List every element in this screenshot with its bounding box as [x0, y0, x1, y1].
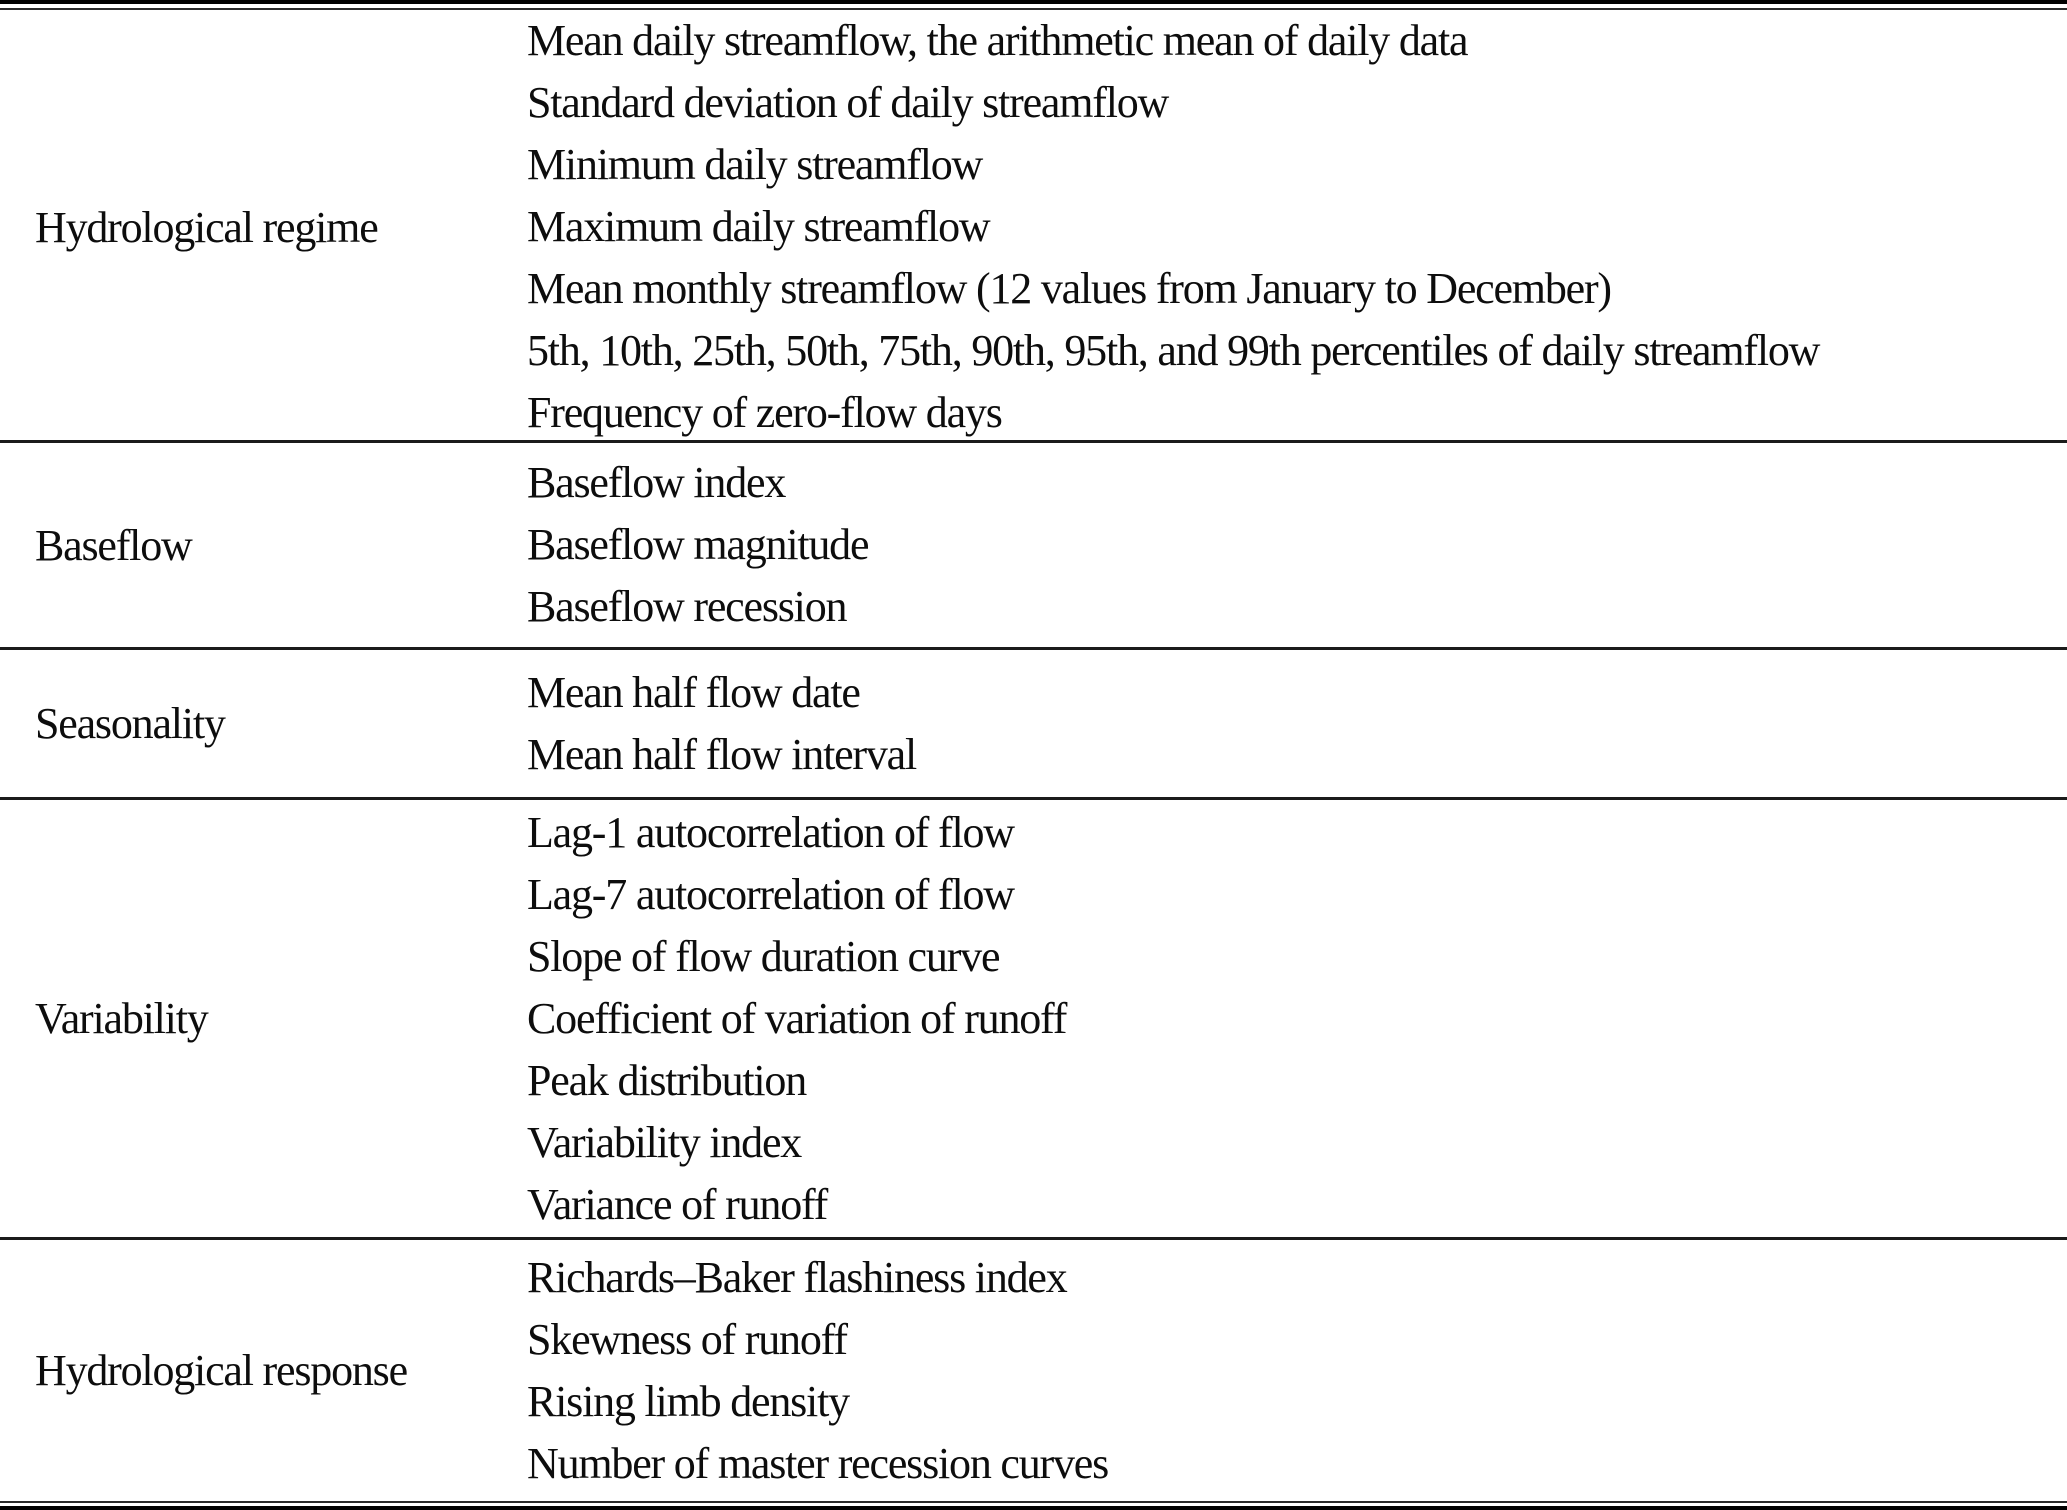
signature-item: Baseflow recession: [527, 582, 847, 631]
category-cell: [0, 650, 527, 797]
category-cell: [0, 10, 527, 444]
category-cell: [0, 443, 527, 647]
signature-item: 5th, 10th, 25th, 50th, 75th, 90th, 95th, and 99th percentiles of daily streamflow: [527, 326, 1820, 375]
table-section-row: [0, 800, 2067, 1240]
signature-item: Maximum daily streamflow: [527, 202, 990, 251]
category-label: Baseflow: [35, 520, 192, 570]
signature-item: Mean half flow date: [527, 667, 860, 717]
table-section-row: [0, 650, 2067, 800]
table-section-row: [0, 443, 2067, 650]
signature-item: Skewness of runoff: [527, 1314, 847, 1364]
signature-list: [527, 10, 2067, 444]
signature-item: Slope of flow duration curve: [527, 931, 1000, 981]
signature-item: Mean daily streamflow, the arithmetic mean of daily data: [527, 16, 1468, 65]
signature-item: Rising limb density: [527, 1376, 849, 1426]
signature-item: Baseflow magnitude: [527, 520, 869, 569]
signature-item: Number of master recession curves: [527, 1438, 1109, 1488]
signature-list: [527, 1240, 2067, 1501]
signature-item: Mean half flow interval: [527, 729, 917, 779]
signature-list: [527, 443, 2067, 647]
signature-list: [527, 800, 2067, 1237]
table-bottom-rule-thick: [0, 1506, 2067, 1510]
signature-item: Lag-7 autocorrelation of flow: [527, 869, 1014, 919]
signature-item: Minimum daily streamflow: [527, 140, 983, 189]
signature-item: Baseflow index: [527, 458, 786, 507]
category-cell: [0, 1240, 527, 1501]
category-label: Hydrological regime: [35, 202, 378, 252]
table-body: [0, 10, 2067, 1501]
signature-item: Frequency of zero-flow days: [527, 388, 1002, 437]
category-label: Seasonality: [35, 699, 225, 748]
signature-item: Variance of runoff: [527, 1179, 828, 1229]
signature-item: Richards–Baker flashiness index: [527, 1252, 1067, 1302]
category-cell: [0, 800, 527, 1237]
signature-item: Lag-1 autocorrelation of flow: [527, 807, 1014, 857]
signature-item: Standard deviation of daily streamflow: [527, 78, 1169, 127]
signature-list: [527, 650, 2067, 797]
signature-item: Variability index: [527, 1117, 802, 1167]
signature-item: Mean monthly streamflow (12 values from January to December): [527, 264, 1611, 313]
category-label: Hydrological response: [35, 1346, 407, 1395]
table-section-row: [0, 10, 2067, 443]
table-section-row: [0, 1240, 2067, 1501]
signature-item: Coefficient of variation of runoff: [527, 993, 1067, 1043]
signature-item: Peak distribution: [527, 1055, 807, 1105]
category-label: Variability: [35, 994, 208, 1043]
